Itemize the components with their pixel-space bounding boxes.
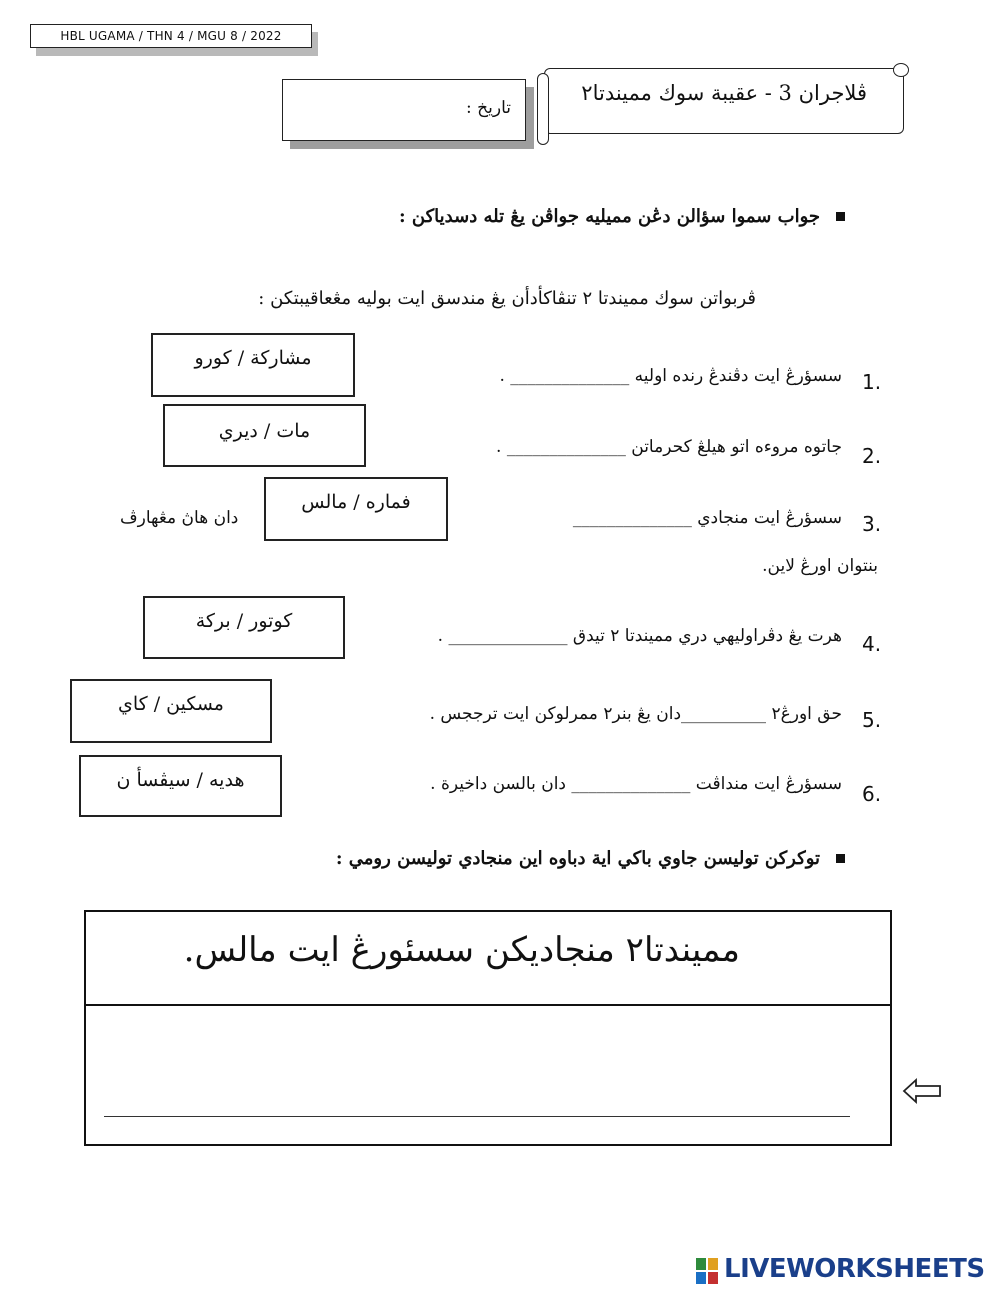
question-number: 4.	[862, 632, 882, 656]
answer-options: مشاركة / كورو	[194, 347, 312, 369]
question-number: 2.	[862, 444, 882, 468]
answer-options: هديه / سيڤسأ ن	[116, 769, 245, 791]
answer-dropdown[interactable]	[151, 333, 355, 397]
question-number: 1.	[862, 370, 882, 394]
jawi-example-text: مميندتا٢ منجاديكن سسئورڠ ايت مالس.	[183, 930, 740, 970]
date-label: تاريخ :	[466, 98, 511, 118]
section2-instruction: توكركن توليسن جاوي باكي اية دباوه اين منجادي توليسن رومي :	[335, 848, 820, 869]
header-tag: HBL UGAMA / THN 4 / MGU 8 / 2022	[30, 24, 312, 48]
transliteration-table	[84, 910, 892, 1146]
title-scroll	[544, 68, 904, 134]
question-number: 3.	[862, 512, 882, 536]
answer-dropdown[interactable]	[264, 477, 448, 541]
question-text: سسؤرڠ ايت منداڤت ______________ دان بالسن داخيرة .	[430, 774, 842, 794]
question-text-continued: بنتوان اورڠ لاين.	[762, 556, 878, 576]
liveworksheets-logo-icon	[696, 1258, 720, 1284]
answer-options: مسكين / كاي	[117, 693, 224, 715]
answer-options: كوتور / بركة	[195, 610, 293, 632]
question-text: جاتوه مروءه اتو هيلڠ كحرماتن ______________ .	[496, 437, 842, 457]
question-text: هرت يڠ دڤراوليهي دري مميندتا ٢ تيدق ______________ .	[437, 626, 842, 646]
date-box[interactable]	[282, 79, 526, 141]
answer-options: مات / ديري	[218, 420, 311, 442]
question-text: سسؤرڠ ايت دڤندڠ رنده اوليه ______________ .	[499, 366, 842, 386]
question-number: 6.	[862, 782, 882, 806]
brand-name: LIVEWORKSHEETS	[724, 1254, 985, 1284]
section1-intro: ڤربواتن سوك مميندتا ٢ تنڤاكأدأن يڠ مندسق ايت بوليه مڠعاقيبتكن :	[258, 288, 756, 309]
question-text: حق اورڠ٢ __________دان يڠ بنر٢ ممرلوكن ايت ترججس .	[429, 704, 842, 724]
section1-instruction: جواب سموا سؤالن دڠن مميليه جواڤن يڠ تله دسدياكن :	[398, 206, 820, 227]
answer-dropdown[interactable]	[79, 755, 282, 817]
square-bullet-icon	[836, 854, 845, 863]
question-text-after: دان هاڽ مڠهارڤ	[120, 508, 239, 528]
page-title: ڤلاجران 3 - عقيبة سوك مميندتا٢	[581, 81, 867, 105]
answer-dropdown[interactable]	[163, 404, 366, 467]
answer-dropdown[interactable]	[143, 596, 345, 659]
left-arrow-icon	[902, 1076, 942, 1106]
answer-options: فماره / مالس	[301, 491, 411, 513]
answer-write-line[interactable]	[104, 1116, 850, 1117]
jawi-example-row	[86, 912, 890, 1006]
square-bullet-icon	[836, 212, 845, 221]
question-number: 5.	[862, 708, 882, 732]
answer-dropdown[interactable]	[70, 679, 272, 743]
question-text: سسؤرڠ ايت منجادي ______________	[572, 508, 842, 528]
liveworksheets-logo	[696, 1252, 996, 1288]
